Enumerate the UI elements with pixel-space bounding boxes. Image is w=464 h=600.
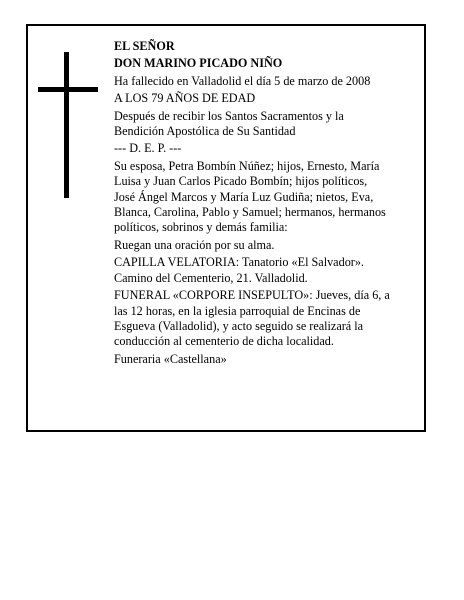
sacraments-line-1: Después de recibir los Santos Sacramentos y la <box>114 108 344 123</box>
deceased-name: DON MARINO PICADO NIÑO <box>114 56 283 71</box>
title-line-1: EL SEÑOR <box>114 39 175 53</box>
family-line-1: Su esposa, Petra Bombín Núñez; hijos, Ernesto, María <box>114 158 380 173</box>
family-line-3: José Ángel Marcos y María Luz Gudiña; nietos, Eva, <box>114 189 374 204</box>
chapel-line-2: Camino del Cementerio, 21. Valladolid. <box>114 270 308 285</box>
rip-line: --- D. E. P. --- <box>114 141 182 156</box>
cross-horizontal-bar <box>38 87 98 92</box>
cross-vertical-bar <box>64 52 69 198</box>
funeral-line-3: Esgueva (Valladolid), y acto seguido se realizará la <box>114 318 364 333</box>
prayer-line: Ruegan una oración por su alma. <box>114 237 275 252</box>
obituary-text <box>114 39 432 367</box>
age-line: A LOS 79 AÑOS DE EDAD <box>114 91 256 106</box>
funeral-line-4: conducción al cementerio de dicha localidad. <box>114 334 334 349</box>
funeral-line-1: FUNERAL «CORPORE INSEPULTO»: Jueves, día 6, a <box>114 288 390 303</box>
funeral-line-2: las 12 horas, en la iglesia parroquial de Encinas de <box>114 303 361 318</box>
sacraments-line-2: Bendición Apostólica de Su Santidad <box>114 124 296 139</box>
cross-icon <box>38 52 98 198</box>
death-date-line: Ha fallecido en Valladolid el día 5 de marzo de 2008 <box>114 73 371 88</box>
funeral-home-line: Funeraria «Castellana» <box>114 351 227 366</box>
family-line-4: Blanca, Carolina, Pablo y Samuel; hermanos, hermanos <box>114 205 386 220</box>
chapel-line-1: CAPILLA VELATORIA: Tanatorio «El Salvador». <box>114 255 364 270</box>
family-line-5: políticos, sobrinos y demás familia: <box>114 220 288 235</box>
family-line-2: Luisa y Juan Carlos Picado Bombín; hijos políticos, <box>114 174 368 189</box>
